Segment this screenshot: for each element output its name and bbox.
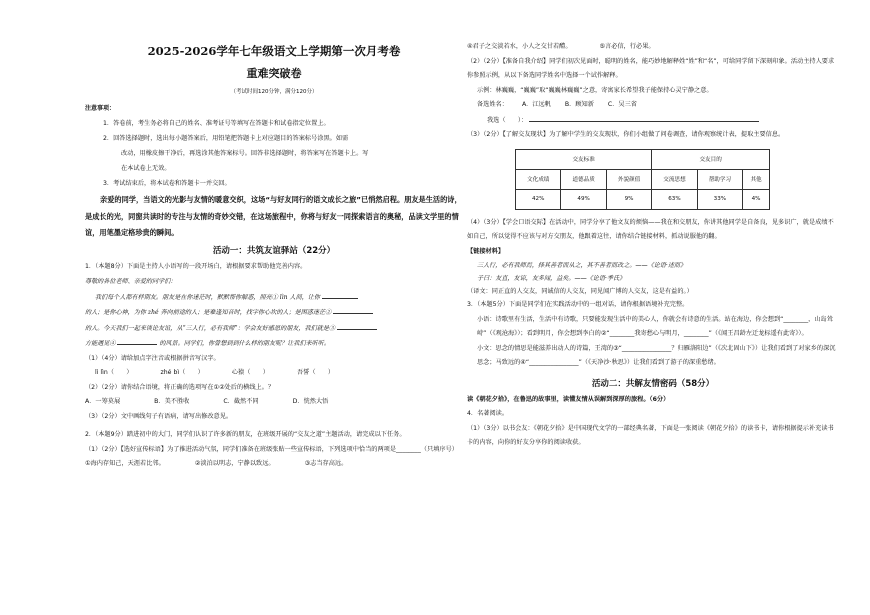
q2-options	[85, 457, 463, 472]
note-item: 3．考试结束后，将本试卷和答题卡一并交回。	[103, 180, 231, 187]
note-item: 改动，用橡皮擦干净后，再选涂其他答案标号。回答非选择题时，将答案写在答题卡上。写	[121, 150, 369, 157]
option-b[interactable]: B．美不胜收	[154, 398, 190, 405]
q1-greeting: 尊敬的各位老师、亲爱的同学们：	[85, 278, 177, 285]
pinyin-row	[85, 366, 463, 381]
q1-sub1: （1）（4分）请给加点字注音或根据拼音写汉字。	[85, 354, 220, 362]
survey-table	[515, 149, 770, 210]
table-group-header: 交友标准	[516, 149, 652, 169]
option-a[interactable]: A．一筹莫展	[85, 398, 121, 405]
link-translation: （译文：同正直的人交友，同诚信的人交友，同见闻广博的人交友，这是有益的。）	[467, 288, 693, 295]
option-c[interactable]: C．截然不同	[223, 398, 259, 405]
candidate-names: 备选姓名： A．江远帆 B．顾知新 C．吴三省	[467, 98, 839, 113]
q1-stem: 1．（本题8分）下面是主持人小语写的一段开场白，请根据要求帮助他完善内容。	[85, 262, 307, 270]
q2-sub2: （2）（2分）【准备自我介绍】同学们初次见面时，聪明的姓名，能巧妙地解释姓“姓”和“名”，可给同学留下深刻印象。活动主持人要求你参照示例，从以下备选同学姓名中选择一个试作解释。	[467, 57, 835, 79]
q2-sub1: （1）（2分）【选好宣传标语】为了推进活动气氛，同学们准备在班级张贴一些宣传标语，下列选项中恰当的两项是________（只填序号）	[85, 445, 458, 453]
section-heading-2: 活动二：共解友情密码（58分）	[591, 378, 715, 389]
q1-passage-line: 方能遇见④ 的风景。同学们，你曾想到到什么样的朋友呢？让我们来听听。	[85, 336, 463, 352]
q3-stem: 3．（本题5分）下面是同学们在实践活动中的一组对话，请你根据语境补充完整。	[467, 301, 689, 308]
q1-sub3: （3）（2分）文中画线句子有语病，请写出修改意见。	[85, 412, 233, 420]
notes-list	[85, 116, 463, 191]
q2-stem: 2．（本题9分）踏进初中的大门，同学们认识了许多新的朋友，在班级开展的“交友之道”主题活动，请完成以下任务。	[85, 431, 406, 438]
choose-line: 我选（ ）：	[467, 113, 839, 129]
left-column	[85, 40, 463, 472]
q4-stem: 4．名著阅读。	[467, 410, 509, 417]
slogan-option[interactable]: ⑤言必信，行必果。	[599, 43, 655, 50]
notes-heading: 注意事项：	[85, 105, 116, 112]
link-material-heading: 【链接材料】	[467, 247, 505, 255]
slogan-option[interactable]: ①海内存知己，天涯若比邻。	[85, 460, 165, 467]
right-column	[467, 40, 839, 451]
slogan-option[interactable]: ②淡泊以明志，宁静以致远。	[194, 460, 275, 467]
blank-line[interactable]	[333, 305, 373, 314]
q1-sub2: （2）（2分）请你结合语境，将正确的选项写在①②处后的横线上。？	[85, 383, 275, 391]
section-heading-1: 活动一：共筑友谊驿站（22分）	[212, 245, 336, 256]
q3-dialogue-1: 小语：诗歌里有生活，生活中有诗歌，只要能发现生活中的美心人，你就会有诗意的生活。站在海边，你会想到“________，山岛耸峙”（《观沧海》）；看到明月，你会想到李白的②“________我寄愁心与明月，________”（《闻王昌龄左迁龙标遥有此寄》）。	[477, 315, 833, 337]
link-material-2: 子曰：友直，友谅，友多闻，益矣。——《论语·季氏》	[477, 275, 626, 282]
pinyin-item[interactable]: lì lìn（ ）	[95, 369, 133, 376]
exam-title: 2025-2026学年七年级语文上学期第一次月考卷	[147, 44, 401, 58]
candidate-a[interactable]: A．江远帆	[521, 101, 551, 108]
pinyin-item[interactable]: zhé bì（ ）	[160, 369, 204, 376]
slogan-option[interactable]: ③志当存高远。	[304, 460, 348, 467]
blank-line[interactable]	[117, 336, 157, 345]
note-item: 1．答卷前，考生务必将自己的姓名、准考证号等填写在答题卡和试卷指定位置上。	[103, 120, 330, 127]
blank-line[interactable]	[322, 290, 358, 299]
exam-subtitle: 重难突破卷	[246, 67, 302, 80]
option-d[interactable]: D．恍然大悟	[292, 398, 329, 405]
q1-options	[85, 395, 463, 410]
blank-line[interactable]	[337, 321, 377, 330]
slogan-option[interactable]: ④君子之交淡若水，小人之交甘若醴。	[467, 43, 572, 50]
table-row: 文化成绩 道德品质 外貌颜值 交流思想 帮助学习 其他	[516, 169, 770, 189]
q2-sub3: （3）（2分）【了解交友现状】为了解中学生的交友现状，你们小组做了问卷调查，请你观察统计表，提取主要信息。	[467, 131, 785, 138]
exam-info: （考试时间120分钟，满分120分）	[230, 89, 318, 95]
q4-sub1: （1）（3分）以书会友：《朝花夕拾》是中国现代文学的一部经典名著，下面是一张阅读《朝花夕拾》的读书卡，请你根据提示补充读书卡的内容，向你的好友分享你的阅读收获。	[467, 424, 834, 446]
candidate-c[interactable]: C．吴三省	[607, 101, 637, 108]
q1-passage-line: 我们每个人都有样期友。朋友是在你迷茫时，默默帮你解惑，照亮① lìn 人间，让你	[85, 290, 463, 306]
answer-line[interactable]	[529, 113, 759, 122]
q1-passage-line: 的人；是你心神，为你 zhé 奔向前途的人；是难逢知音时，找字你心坎的人；是困惑迷茫②	[85, 305, 463, 321]
q2-example: 示例：林巍巍，“巍巍”取“巍巍林巍巍”之意，寄寓家长希望我子能保持心灵宁静之意。	[477, 86, 713, 94]
q3-dialogue-2: 小文：思念的情思是能滋养出动人的诗篇，王湾的③“________________？归雁洛阳边”（《次北固山下》）让我们看到了对家乡的深沉思念；马致远的④“________________”（《天净沙·秋思》）让我们看到了游子的深重愁绪。	[477, 344, 836, 366]
reading-intro: 读《朝花夕拾》，在鲁迅的故事里，读懂友情从误解到深厚的旅程。（6分）	[467, 395, 670, 403]
q2-sub4: （4）（3分）【学会口语交际】在活动中，同学分享了他文友的烦恼——我在和交朋友，你讲其他同学是自备良，见多识广，就是成绩不如自己，所以觉得不应该与对方交朋友，他跟着这往，请你结合链接材料，抓动说服他的翻。	[467, 218, 834, 240]
candidate-b[interactable]: B．顾知新	[564, 101, 594, 108]
q1-passage-line: 的人。今天我们一起来谈论友谊，从“三人行，必有我师”：学会友好感恩的朋友，我们就是③	[85, 321, 463, 337]
note-item: 在本试卷上无效。	[121, 165, 171, 172]
pinyin-item[interactable]: 心猿（ ）	[231, 369, 269, 376]
table-group-header: 交友目的	[652, 149, 770, 169]
table-row: 42% 49% 9% 63% 33% 4%	[516, 189, 770, 209]
q2-options-cont	[467, 40, 839, 55]
pinyin-item[interactable]: 吾誓（ ）	[296, 369, 335, 376]
intro-paragraph: 亲爱的同学，当语文的光影与友情的暖意交织，这场“与好友同行的语文成长之旅”已悄然启程。朋友是生活的诗，是成长的光，同窗共读时的专注与友情的奇妙交错，在这场旅程中，你将与好友一同探索语言的奥秘，品读文学里的情谊，用笔墨定格珍贵的瞬间。	[85, 195, 462, 237]
link-material-1: 三人行，必有我师焉，择其善者而从之，其不善者而改之。——《论语·述而》	[477, 262, 687, 269]
note-item: 2．回答选择题时，选出每小题答案后，用铅笔把答题卡上对应题目的答案标号涂黑。如需	[103, 135, 349, 142]
